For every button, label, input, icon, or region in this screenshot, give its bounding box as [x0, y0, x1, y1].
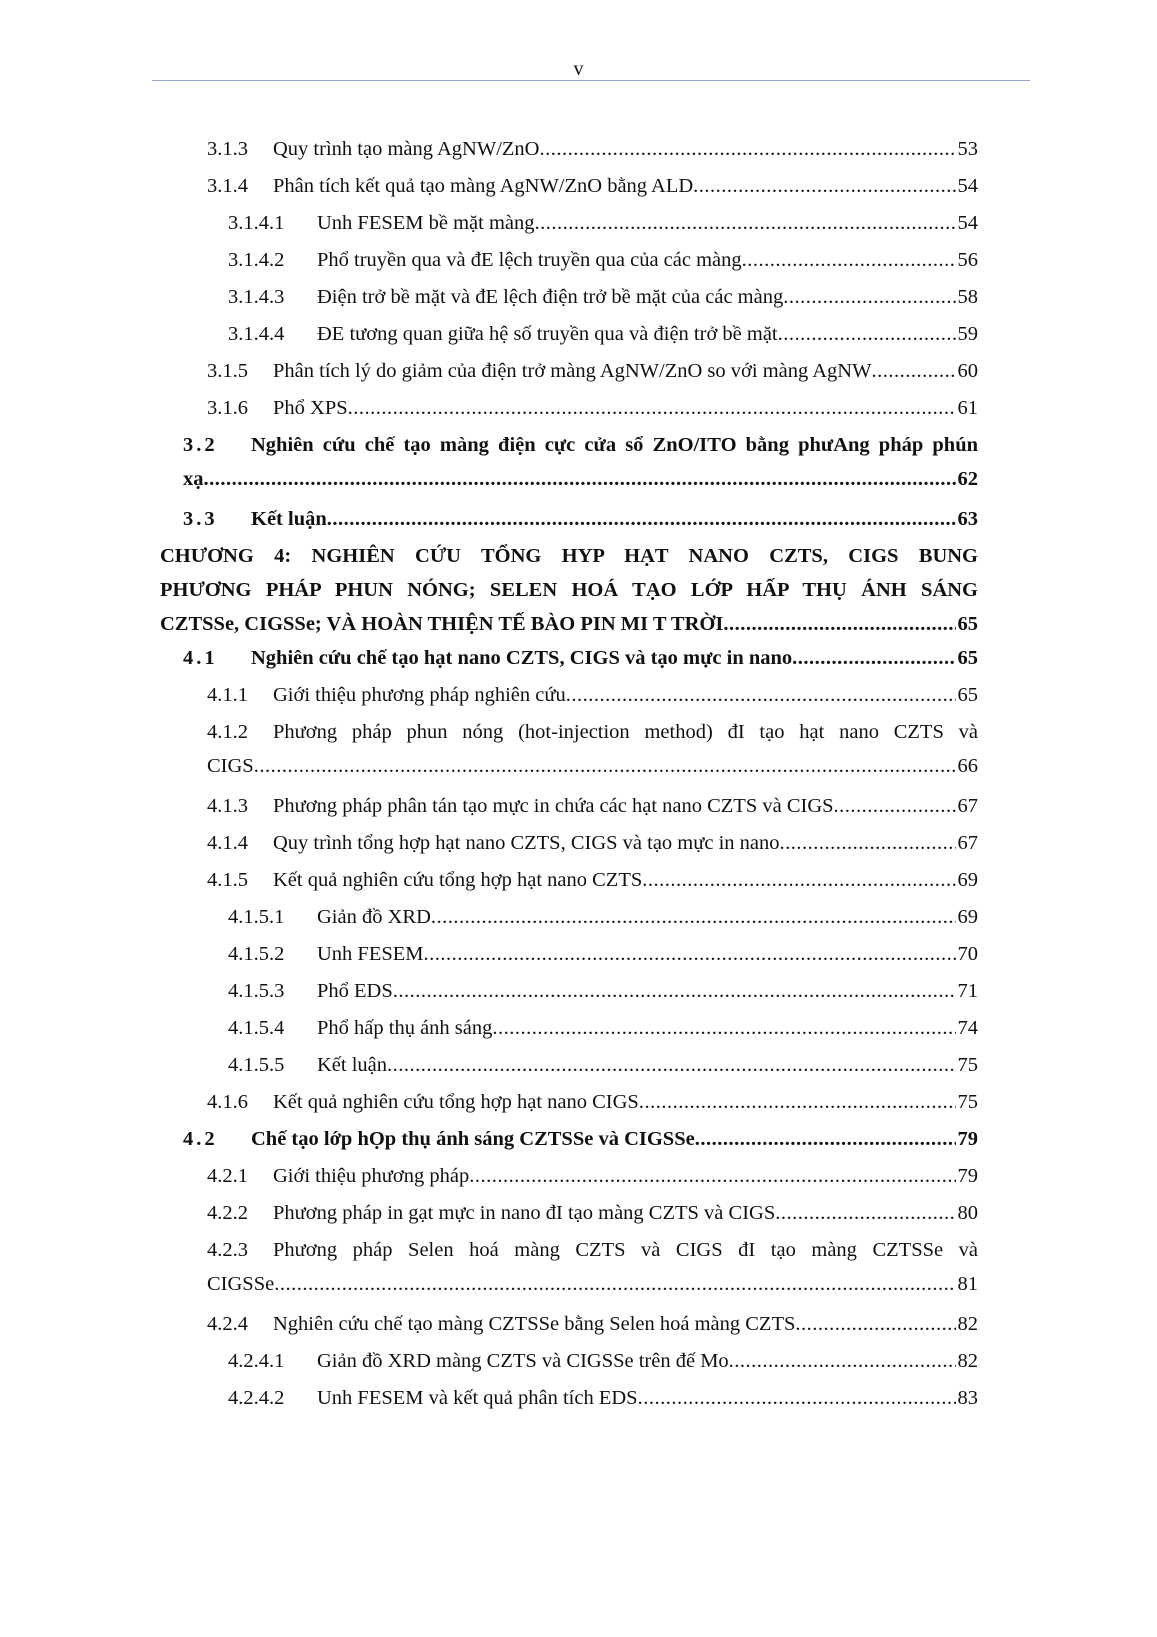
toc-entry-3-1-3	[207, 132, 978, 166]
toc-page: 81	[957, 1273, 978, 1295]
toc-number: 4.1.5	[207, 869, 248, 891]
toc-title-continued: CIGS	[207, 755, 254, 777]
toc-page: 62	[957, 468, 978, 490]
toc-title: Nghiên cứu chế tạo hạt nano CZTS, CIGS và tạo mực in nano	[251, 647, 793, 669]
toc-title: Quy trình tạo màng AgNW/ZnO	[273, 138, 540, 160]
toc-page: 66	[957, 755, 978, 777]
toc-number: 4.2.3	[207, 1239, 248, 1261]
toc-title: Giới thiệu phương pháp nghiên cứu	[273, 684, 566, 706]
toc-page: 63	[957, 508, 978, 530]
toc-entry-4-1-5	[207, 863, 978, 897]
toc-number: 3.1.4.1	[228, 212, 285, 234]
toc-entry-4-1-5-5	[228, 1048, 978, 1082]
toc-entry-4-2-4-1	[228, 1344, 978, 1378]
chapter-title-line-2: PHƯƠNG PHÁP PHUN NÓNG; SELEN HOÁ TẠO LỚP HẤP THỤ ÁNH SÁNG	[160, 579, 978, 601]
toc-number: 4.1.5.2	[228, 943, 285, 965]
toc-page: 83	[957, 1387, 978, 1409]
toc-number: 4.2.2	[207, 1202, 248, 1224]
toc-number: 4.1.3	[207, 795, 248, 817]
toc-page: 67	[957, 832, 978, 854]
toc-title: Phương pháp Selen hoá màng CZTS và CIGS đI tạo màng CZTSSe và	[273, 1239, 978, 1261]
toc-title: Phổ truyền qua và đE lệch truyền qua của các màng	[317, 249, 742, 271]
toc-page: 56	[957, 249, 978, 271]
toc-number: 4.2	[183, 1128, 218, 1150]
toc-number: 4.1.2	[207, 721, 248, 743]
toc-entry-4-1-5-4	[228, 1011, 978, 1045]
toc-title-continued: xạ	[183, 468, 204, 490]
toc-entry-4-1-5-1	[228, 900, 978, 934]
toc-title: Giản đồ XRD màng CZTS và CIGSSe trên đế Mo	[317, 1350, 729, 1372]
toc-number: 4.1.5.3	[228, 980, 285, 1002]
toc-title: Phân tích lý do giảm của điện trở màng AgNW/ZnO so với màng AgNW	[273, 360, 872, 382]
header-rule	[152, 80, 1030, 81]
toc-number: 4.1.5.4	[228, 1017, 285, 1039]
toc-number: 3.1.3	[207, 138, 248, 160]
toc-entry-4-1-5-2	[228, 937, 978, 971]
toc-title: Kết luận	[251, 508, 327, 530]
toc-page: 53	[957, 138, 978, 160]
toc-entry-3-1-4-3	[228, 280, 978, 314]
toc-number: 3.1.4.2	[228, 249, 285, 271]
toc-page: 59	[957, 323, 978, 345]
toc-page: 65	[957, 613, 978, 635]
toc-entry-4-1-3	[207, 789, 978, 823]
toc-page: 61	[957, 397, 978, 419]
toc-entry-4-2-2	[207, 1196, 978, 1230]
toc-title: Phổ hấp thụ ánh sáng	[317, 1017, 493, 1039]
toc-entry-3-1-4-2	[228, 243, 978, 277]
toc-entry-4-1-6	[207, 1085, 978, 1119]
toc-page: 75	[957, 1054, 978, 1076]
toc-number: 3.1.5	[207, 360, 248, 382]
toc-page: 65	[957, 684, 978, 706]
toc-title: Phương pháp phân tán tạo mực in chứa các hạt nano CZTS và CIGS	[273, 795, 834, 817]
toc-entry-3-1-4	[207, 169, 978, 203]
toc-number: 3.3	[183, 508, 218, 530]
toc-entry-3-1-6	[207, 391, 978, 425]
toc-title-continued: CIGSSe	[207, 1273, 275, 1295]
toc-entry-3-2	[183, 428, 978, 496]
toc-number: 4.1.5.1	[228, 906, 285, 928]
toc-title: Giản đồ XRD	[317, 906, 431, 928]
toc-entry-4-1-2	[207, 715, 978, 783]
toc-title: ĐE tương quan giữa hệ số truyền qua và điện trở bề mặt	[317, 323, 778, 345]
toc-page: 82	[957, 1350, 978, 1372]
toc-number: 4.2.4.2	[228, 1387, 285, 1409]
toc-entry-4-2-1	[207, 1159, 978, 1193]
toc-entry-3-3	[183, 502, 978, 536]
toc-title: Nghiên cứu chế tạo màng CZTSSe bằng Selen hoá màng CZTS	[273, 1313, 796, 1335]
toc-number: 4.1.4	[207, 832, 248, 854]
toc-page: 70	[957, 943, 978, 965]
toc-entry-chapter-4	[160, 539, 978, 641]
toc-title: Quy trình tổng hợp hạt nano CZTS, CIGS và tạo mực in nano	[273, 832, 780, 854]
toc-number: 3.2	[183, 434, 218, 456]
toc-page: 79	[957, 1165, 978, 1187]
toc-number: 4.2.4	[207, 1313, 248, 1335]
toc-entry-4-2-4-2	[228, 1381, 978, 1415]
toc-entry-4-1-5-3	[228, 974, 978, 1008]
toc-entry-4-2-4	[207, 1307, 978, 1341]
toc-number: 3.1.4.3	[228, 286, 285, 308]
toc-entry-3-1-4-1	[228, 206, 978, 240]
toc-title: Kết quả nghiên cứu tổng hợp hạt nano CIGS	[273, 1091, 639, 1113]
toc-title: Phổ XPS	[273, 397, 348, 419]
toc-title: Phổ EDS	[317, 980, 393, 1002]
toc-title: Unh FESEM	[317, 943, 424, 965]
toc-number: 4.1.6	[207, 1091, 248, 1113]
toc-entry-4-1-4	[207, 826, 978, 860]
toc-page: 54	[957, 175, 978, 197]
toc-entry-4-1	[183, 641, 978, 675]
toc-page: 69	[957, 906, 978, 928]
toc-title: Kết quả nghiên cứu tổng hợp hạt nano CZTS	[273, 869, 643, 891]
toc-number: 4.1.5.5	[228, 1054, 285, 1076]
toc-number: 4.2.4.1	[228, 1350, 285, 1372]
toc-number: 4.1.1	[207, 684, 248, 706]
toc-title: Phân tích kết quả tạo màng AgNW/ZnO bằng ALD	[273, 175, 694, 197]
toc-page: 65	[957, 647, 978, 669]
toc-page: 71	[957, 980, 978, 1002]
toc-page: 67	[957, 795, 978, 817]
toc-page: 69	[957, 869, 978, 891]
toc-entry-4-2-3	[207, 1233, 978, 1301]
toc-title: Chế tạo lớp hỌp thụ ánh sáng CZTSSe và CIGSSe	[251, 1128, 695, 1150]
toc-number: 4.1	[183, 647, 218, 669]
toc-entry-4-1-1	[207, 678, 978, 712]
toc-page: 58	[957, 286, 978, 308]
toc-page: 60	[957, 360, 978, 382]
toc-number: 4.2.1	[207, 1165, 248, 1187]
toc-title: Phương pháp phun nóng (hot-injection method) đI tạo hạt nano CZTS và	[273, 721, 978, 743]
toc-title: Phương pháp in gạt mực in nano đI tạo màng CZTS và CIGS	[273, 1202, 776, 1224]
toc-page: 82	[957, 1313, 978, 1335]
toc-number: 3.1.4	[207, 175, 248, 197]
toc-number: 3.1.6	[207, 397, 248, 419]
toc-page: 74	[957, 1017, 978, 1039]
page-number: v	[573, 58, 584, 80]
toc-title: Unh FESEM và kết quả phân tích EDS	[317, 1387, 638, 1409]
toc-title: Kết luận	[317, 1054, 388, 1076]
toc-entry-3-1-4-4	[228, 317, 978, 351]
toc-title: Nghiên cứu chế tạo màng điện cực cửa sổ ZnO/ITO bằng phưAng pháp phún	[251, 434, 978, 456]
toc-title: Giới thiệu phương pháp	[273, 1165, 470, 1187]
toc-title: Điện trở bề mặt và đE lệch điện trở bề mặt của các màng	[317, 286, 784, 308]
toc-entry-3-1-5	[207, 354, 978, 388]
toc-number: 3.1.4.4	[228, 323, 285, 345]
chapter-title-line-3: CZTSSe, CIGSSe; VÀ HOÀN THIỆN TẾ BÀO PIN MI T TRỜI	[160, 613, 724, 635]
toc-entry-4-2	[183, 1122, 978, 1156]
chapter-title-line-1: CHƯƠNG 4: NGHIÊN CỨU TỔNG HYP HẠT NANO CZTS, CIGS BUNG	[160, 545, 978, 567]
toc-title: Unh FESEM bề mặt màng	[317, 212, 535, 234]
toc-page: 54	[957, 212, 978, 234]
toc-page: 75	[957, 1091, 978, 1113]
toc-page: 79	[957, 1128, 978, 1150]
toc-page: 80	[957, 1202, 978, 1224]
